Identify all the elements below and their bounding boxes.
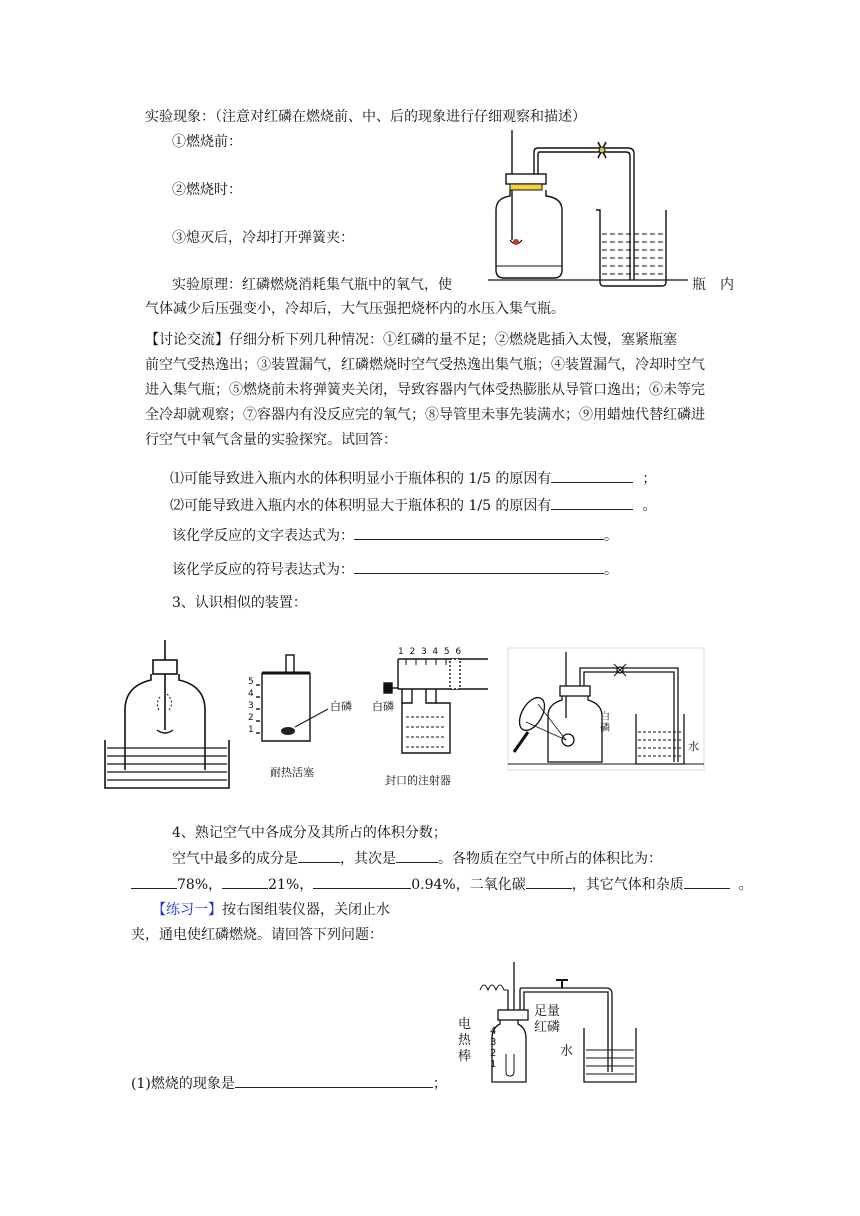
scale-5: 5	[248, 677, 254, 687]
question-1	[170, 468, 656, 489]
discussion-line-4: 全冷却就观察；⑦容器内有没反应完的氧气；⑧导管里未事先装满水；⑨用蜡烛代替红磷进	[145, 407, 705, 423]
during-burning-line: ②燃烧时：	[172, 182, 242, 198]
syringe-caption: 封口的注射器	[385, 774, 451, 787]
syringe-scale	[398, 646, 461, 658]
discussion-line-3: 进入集气瓶；⑤燃烧前未将弹簧夹关闭，导致容器内气体受热膨胀从导管口逸出；⑥未等完	[145, 382, 705, 398]
most-component-blank[interactable]	[298, 848, 340, 863]
ratio-intro-text: 。各物质在空气中所占的体积比为：	[438, 851, 662, 867]
practice-scale	[490, 1026, 496, 1070]
ratio-094: 0.94%，二氧化碳	[411, 877, 526, 893]
principle-line-b: 瓶 内	[692, 277, 734, 293]
scale-3: 3	[248, 701, 254, 711]
symbol-equation-blank[interactable]	[354, 559, 604, 574]
most-component-text: 空气中最多的成分是	[172, 851, 298, 867]
syringe-scale-3: 3	[420, 647, 427, 657]
principle-line-c: 气体减少后压强变小，冷却后，大气压强把烧杯内的水压入集气瓶。	[145, 301, 565, 317]
ratio-blank-78[interactable]	[131, 874, 177, 889]
question-2-text: ⑵可能导致进入瓶内水的体积明显大于瓶体积的 1/5 的原因有	[170, 498, 552, 514]
ratio-78: 78%，	[177, 877, 223, 893]
syringe-scale-1: 1	[398, 647, 404, 657]
practice-text-1: 按右图组装仪器，关闭止水	[222, 902, 390, 918]
practice-line-1	[152, 900, 390, 920]
symbol-equation-punct: 。	[604, 562, 618, 578]
question-2-punct: 。	[642, 498, 657, 514]
discussion-heading: 【讨论交流】	[145, 332, 229, 348]
apparatus-figure-main	[488, 130, 688, 290]
piston-scale	[248, 676, 254, 736]
syringe-scale-4: 4	[432, 647, 439, 657]
ratio-other: ，其它气体和杂质	[571, 877, 684, 893]
symbol-equation-line	[172, 559, 618, 580]
air-component-line	[172, 848, 662, 869]
question-1-punct: ；	[642, 471, 657, 487]
before-burning-line: ①燃烧前：	[172, 134, 242, 150]
magnifier-water-label: 水	[688, 740, 699, 753]
piston-white-phosphorus-label: 白磷	[330, 700, 352, 713]
piston-caption: 耐热活塞	[270, 766, 314, 779]
practice-heading: 【练习一】	[152, 902, 222, 918]
syringe-scale-5: 5	[443, 647, 450, 657]
scale-1: 1	[248, 725, 254, 735]
practice-line-2: 夹，通电使红磷燃烧。请回答下列问题：	[131, 927, 383, 943]
apparatus-syringe	[378, 645, 490, 755]
ratio-line	[131, 874, 753, 895]
apparatus-bell-jar	[105, 640, 230, 790]
apparatus-magnifier	[508, 648, 704, 770]
syringe-scale-2: 2	[409, 647, 416, 657]
burn-answer-blank[interactable]	[235, 1073, 433, 1088]
answer-blank-1[interactable]	[551, 468, 633, 483]
phenomenon-line: 实验现象：（注意对红磷在燃烧前、中、后的现象进行仔细观察和描述）	[145, 109, 586, 125]
ratio-blank-co2[interactable]	[526, 874, 572, 889]
discussion-line-5: 行空气中氧气含量的实验探究。试回答：	[145, 432, 397, 448]
ratio-punct: 。	[738, 877, 753, 893]
burn-question-line	[131, 1073, 447, 1094]
principle-line-a: 实验原理：红磷燃烧消耗集气瓶中的氧气，使	[172, 277, 452, 293]
magnifier-white-phosphorus-label: 白磷	[600, 712, 610, 734]
after-burning-line: ③熄灭后，冷却打开弹簧夹：	[172, 230, 354, 246]
practice-scale-4: 4	[490, 1026, 497, 1037]
word-equation-line	[172, 525, 618, 546]
second-component-text: ，其次是	[340, 851, 396, 867]
practice-red-phosphorus-label: 足量红磷	[534, 1004, 561, 1035]
word-equation-blank[interactable]	[354, 525, 604, 540]
practice-water-label: 水	[560, 1044, 574, 1059]
practice-scale-1: 1	[490, 1059, 497, 1070]
ratio-blank-other[interactable]	[684, 874, 730, 889]
section-4-heading: 4、熟记空气中各成分及其所占的体积分数；	[172, 825, 447, 841]
burn-question-punct: ；	[432, 1076, 447, 1092]
syringe-scale-6: 6	[455, 647, 462, 657]
ratio-blank-094[interactable]	[313, 874, 411, 889]
section-3-heading: 3、认识相似的装置：	[172, 595, 307, 611]
practice-scale-3: 3	[490, 1037, 497, 1048]
practice-scale-2: 2	[490, 1048, 497, 1059]
scale-4: 4	[248, 689, 254, 699]
answer-blank-2[interactable]	[551, 495, 633, 510]
syringe-white-phosphorus-label: 白磷	[372, 700, 394, 713]
burn-question-text: (1)燃烧的现象是	[131, 1076, 235, 1092]
question-1-text: ⑴可能导致进入瓶内水的体积明显小于瓶体积的 1/5 的原因有	[170, 471, 552, 487]
word-equation-punct: 。	[604, 528, 618, 544]
discussion-line-2: 前空气受热逸出；③装置漏气，红磷燃烧时空气受热逸出集气瓶；④装置漏气，冷却时空气	[145, 357, 705, 373]
second-component-blank[interactable]	[396, 848, 438, 863]
scale-2: 2	[248, 713, 254, 723]
practice-heater-label: 电热棒	[458, 1017, 472, 1064]
word-equation-label: 该化学反应的文字表达式为：	[172, 528, 354, 544]
discussion-text: 仔细分析下列几种情况：①红磷的量不足；②燃烧匙插入太慢，塞紧瓶塞	[229, 332, 677, 348]
symbol-equation-label: 该化学反应的符号表达式为：	[172, 562, 354, 578]
discussion-line-1	[145, 330, 677, 350]
ratio-21: 21%，	[268, 877, 314, 893]
question-2	[170, 495, 656, 516]
ratio-blank-21[interactable]	[222, 874, 268, 889]
